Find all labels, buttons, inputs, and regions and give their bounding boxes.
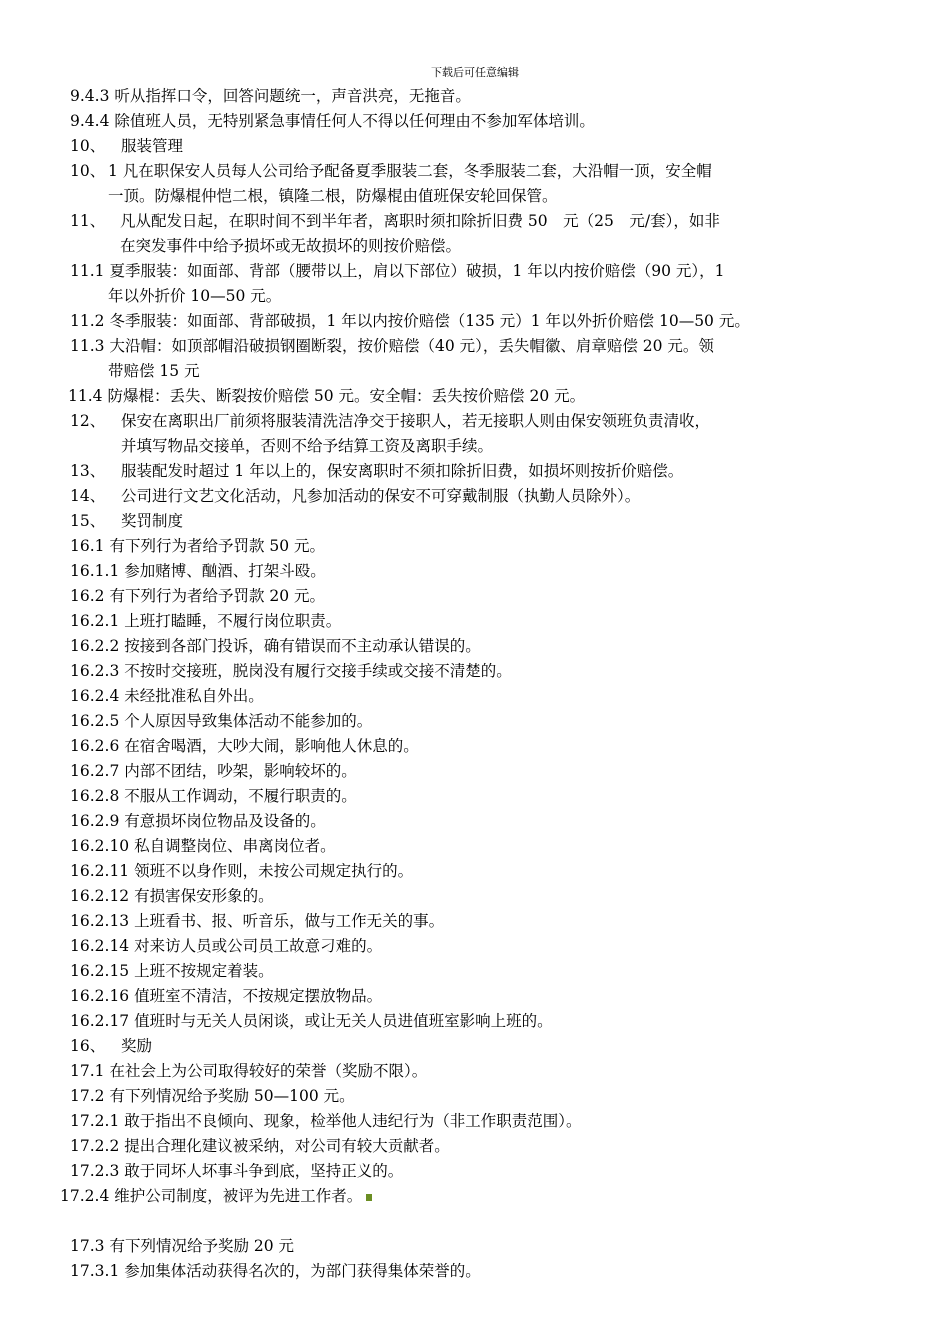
list-item: 16.2.1 上班打瞌睡，不履行岗位职责。: [70, 612, 342, 630]
section-heading: 15、 奖罚制度: [70, 512, 184, 530]
list-item-continuation: 带赔偿 15 元: [108, 362, 200, 380]
list-item: 16.1 有下列行为者给予罚款 50 元。: [70, 537, 326, 555]
list-item: 16.2.10 私自调整岗位、串离岗位者。: [70, 837, 336, 855]
list-item-continuation: 在突发事件中给予损坏或无故损坏的则按价赔偿。: [120, 237, 462, 255]
list-item: 16.2.17 值班时与无关人员闲谈，或让无关人员进值班室影响上班的。: [70, 1012, 553, 1030]
list-item: 12、 保安在离职出厂前须将服装清洗洁净交于接职人，若无接职人则由保安领班负责清收，: [70, 412, 711, 430]
list-item: 11.4 防爆棍：丢失、断裂按价赔偿 50 元。安全帽：丢失按价赔偿 20 元。: [68, 387, 586, 405]
list-item: 10、 1 凡在职保安人员每人公司给予配备夏季服装二套，冬季服装二套，大沿帽一顶，安全帽: [70, 162, 712, 180]
paragraph-mark-icon: [366, 1194, 372, 1201]
list-item: 16.2.8 不服从工作调动，不履行职责的。: [70, 787, 357, 805]
list-item: 16.2.7 内部不团结，吵架，影响较坏的。: [70, 762, 357, 780]
list-item: 17.3 有下列情况给予奖励 20 元: [70, 1237, 295, 1255]
list-item: 11.3 大沿帽：如顶部帽沿破损钢圈断裂，按价赔偿（40 元），丢失帽徽、肩章赔偿 20 元。领: [70, 337, 714, 355]
list-item: 16.2.13 上班看书、报、听音乐，做与工作无关的事。: [70, 912, 445, 930]
list-item: 11、 凡从配发日起，在职时间不到半年者，离职时须扣除折旧费 50 元（25 元/套），如非: [70, 212, 720, 230]
section-heading: 10、 服装管理: [70, 137, 184, 155]
list-item-continuation: 并填写物品交接单，否则不给予结算工资及离职手续。: [121, 437, 494, 455]
list-item: 9.4.4 除值班人员，无特别紧急事情任何人不得以任何理由不参加军体培训。: [70, 112, 595, 130]
list-item: 17.3.1 参加集体活动获得名次的，为部门获得集体荣誉的。: [70, 1262, 481, 1280]
list-item: 16.2.16 值班室不清洁，不按规定摆放物品。: [70, 987, 383, 1005]
list-item: 17.1 在社会上为公司取得较好的荣誉（奖励不限）。: [70, 1062, 428, 1080]
list-item: 16.2.6 在宿舍喝酒，大吵大闹，影响他人休息的。: [70, 737, 419, 755]
list-item: 16.2.9 有意损坏岗位物品及设备的。: [70, 812, 326, 830]
section-heading: 16、 奖励: [70, 1037, 153, 1055]
list-item: 17.2 有下列情况给予奖励 50—100 元。: [70, 1087, 355, 1105]
list-item: 13、 服装配发时超过 1 年以上的，保安离职时不须扣除折旧费，如损坏则按折价赔偿。: [70, 462, 684, 480]
list-item: 16.2.11 领班不以身作则，未按公司规定执行的。: [70, 862, 414, 880]
list-item: 16.2.14 对来访人员或公司员工故意刁难的。: [70, 937, 383, 955]
list-item: 9.4.3 听从指挥口令，回答问题统一，声音洪亮，无拖音。: [70, 87, 471, 105]
list-item: 16.2.12 有损害保安形象的。: [70, 887, 274, 905]
page-header-watermark: 下载后可任意编辑: [431, 66, 519, 79]
list-item: 17.2.3 敢于同坏人坏事斗争到底，坚持正义的。: [70, 1162, 404, 1180]
list-item-continuation: 年以外折价 10—50 元。: [108, 287, 282, 305]
list-item: 11.2 冬季服装：如面部、背部破损，1 年以内按价赔偿（135 元）1 年以外折价赔偿 10—50 元。: [70, 312, 750, 330]
list-item: 16.2.3 不按时交接班，脱岗没有履行交接手续或交接不清楚的。: [70, 662, 512, 680]
list-item: 17.2.4 维护公司制度，被评为先进工作者。: [0, 1184, 950, 1209]
list-item: 16.2.5 个人原因导致集体活动不能参加的。: [70, 712, 373, 730]
list-item: 11.1 夏季服装：如面部、背部（腰带以上，肩以下部位）破损，1 年以内按价赔偿（90 元），1: [70, 262, 725, 280]
list-item: 16.2.15 上班不按规定着装。: [70, 962, 274, 980]
list-item: 16.2.2 按接到各部门投诉，确有错误而不主动承认错误的。: [70, 637, 481, 655]
list-item: 17.2.2 提出合理化建议被采纳，对公司有较大贡献者。: [70, 1137, 450, 1155]
list-item-continuation: 一顶。防爆棍仲恺二根，镇隆二根，防爆棍由值班保安轮回保管。: [108, 187, 558, 205]
list-item: 14、 公司进行文艺文化活动，凡参加活动的保安不可穿戴制服（执勤人员除外）。: [70, 487, 641, 505]
document-body: [0, 84, 950, 1284]
blank-line: [0, 1209, 950, 1234]
list-item: 17.2.1 敢于指出不良倾向、现象，检举他人违纪行为（非工作职责范围）。: [70, 1112, 582, 1130]
list-item: 16.1.1 参加赌博、酗酒、打架斗殴。: [70, 562, 326, 580]
list-item: 16.2 有下列行为者给予罚款 20 元。: [70, 587, 326, 605]
list-item: 16.2.4 未经批准私自外出。: [70, 687, 264, 705]
